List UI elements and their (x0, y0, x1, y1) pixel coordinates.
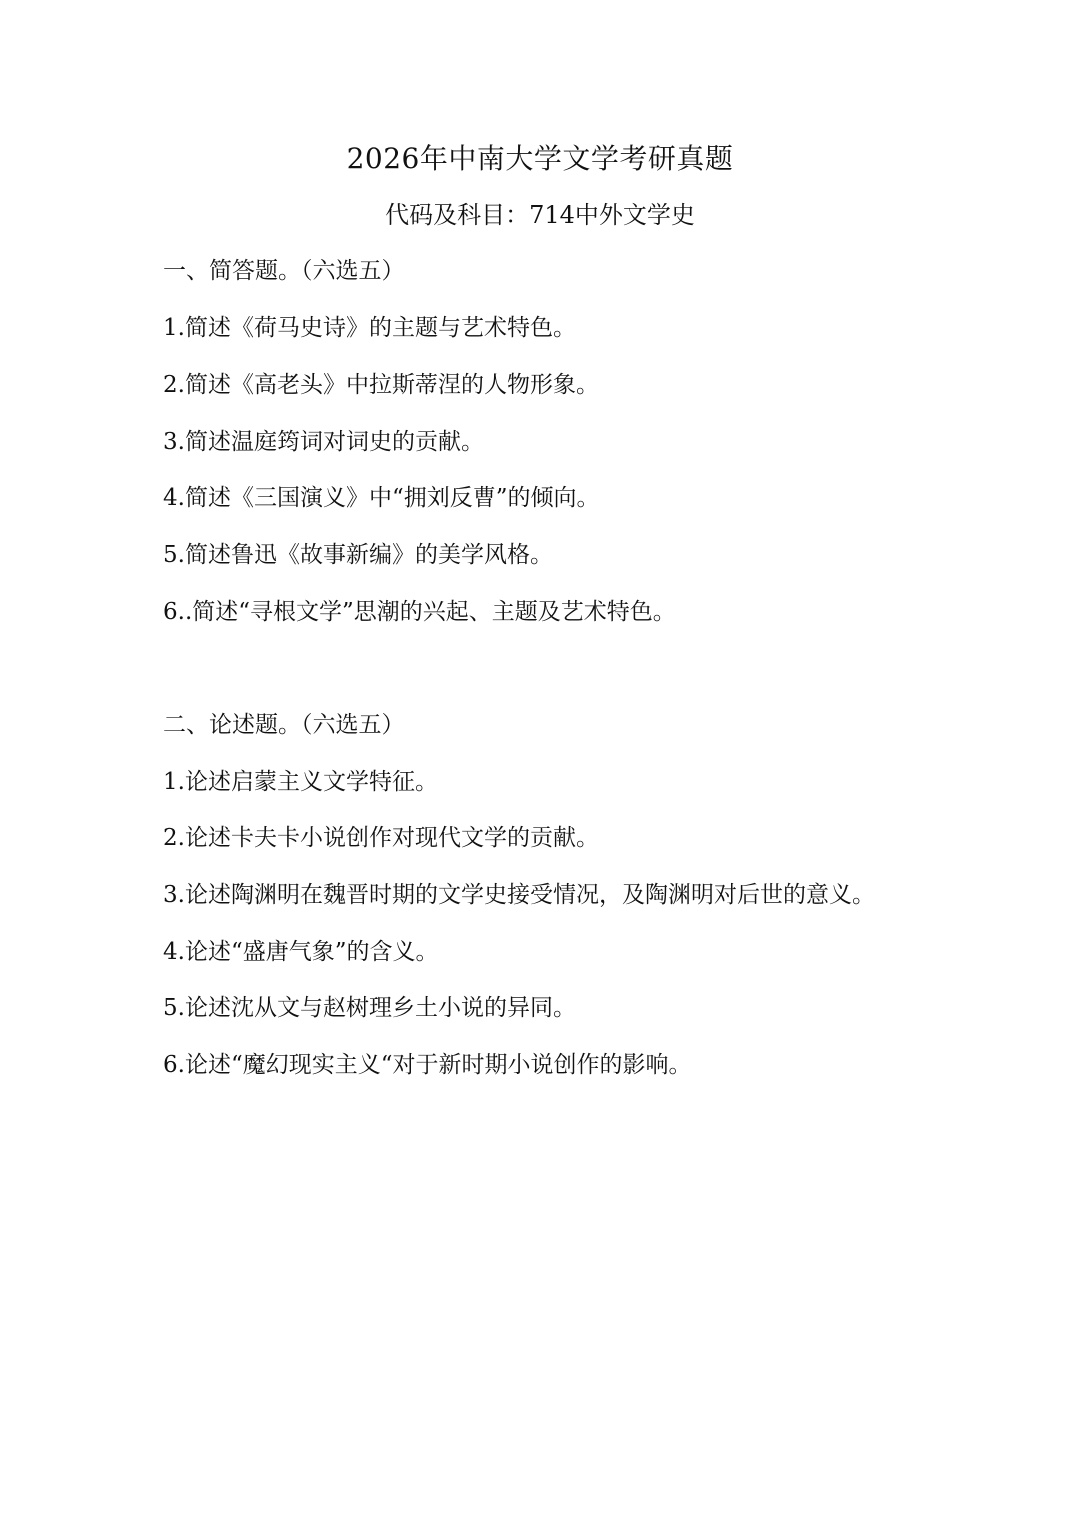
section1-question-2: 2.简述《高老头》中拉斯蒂涅的人物形象。 (163, 372, 599, 398)
section1-question-1: 1.简述《荷马史诗》的主题与艺术特色。 (163, 315, 576, 341)
section1-question-6: 6..简述“寻根文学”思潮的兴起、主题及艺术特色。 (163, 599, 676, 625)
section2-question-3: 3.论述陶渊明在魏晋时期的文学史接受情况，及陶渊明对后世的意义。 (163, 882, 875, 908)
section2-question-5: 5.论述沈从文与赵树理乡土小说的异同。 (163, 995, 576, 1021)
section2-heading: 二、论述题。（六选五） (163, 712, 405, 738)
section1-question-5: 5.简述鲁迅《故事新编》的美学风格。 (163, 542, 553, 568)
subject-code: 代码及科目：714中外文学史 (385, 201, 695, 229)
page-title: 2026年中南大学文学考研真题 (346, 142, 734, 175)
section2-question-6: 6.论述“魔幻现实主义“对于新时期小说创作的影响。 (163, 1052, 692, 1078)
section2-question-4: 4.论述“盛唐气象”的含义。 (163, 939, 439, 965)
section1-question-3: 3.简述温庭筠词对词史的贡献。 (163, 429, 484, 455)
section2-question-1: 1.论述启蒙主义文学特征。 (163, 769, 438, 795)
section2-question-2: 2.论述卡夫卡小说创作对现代文学的贡献。 (163, 825, 599, 851)
section1-heading: 一、简答题。（六选五） (163, 258, 405, 284)
section1-question-4: 4.简述《三国演义》中“拥刘反曹”的倾向。 (163, 485, 600, 511)
